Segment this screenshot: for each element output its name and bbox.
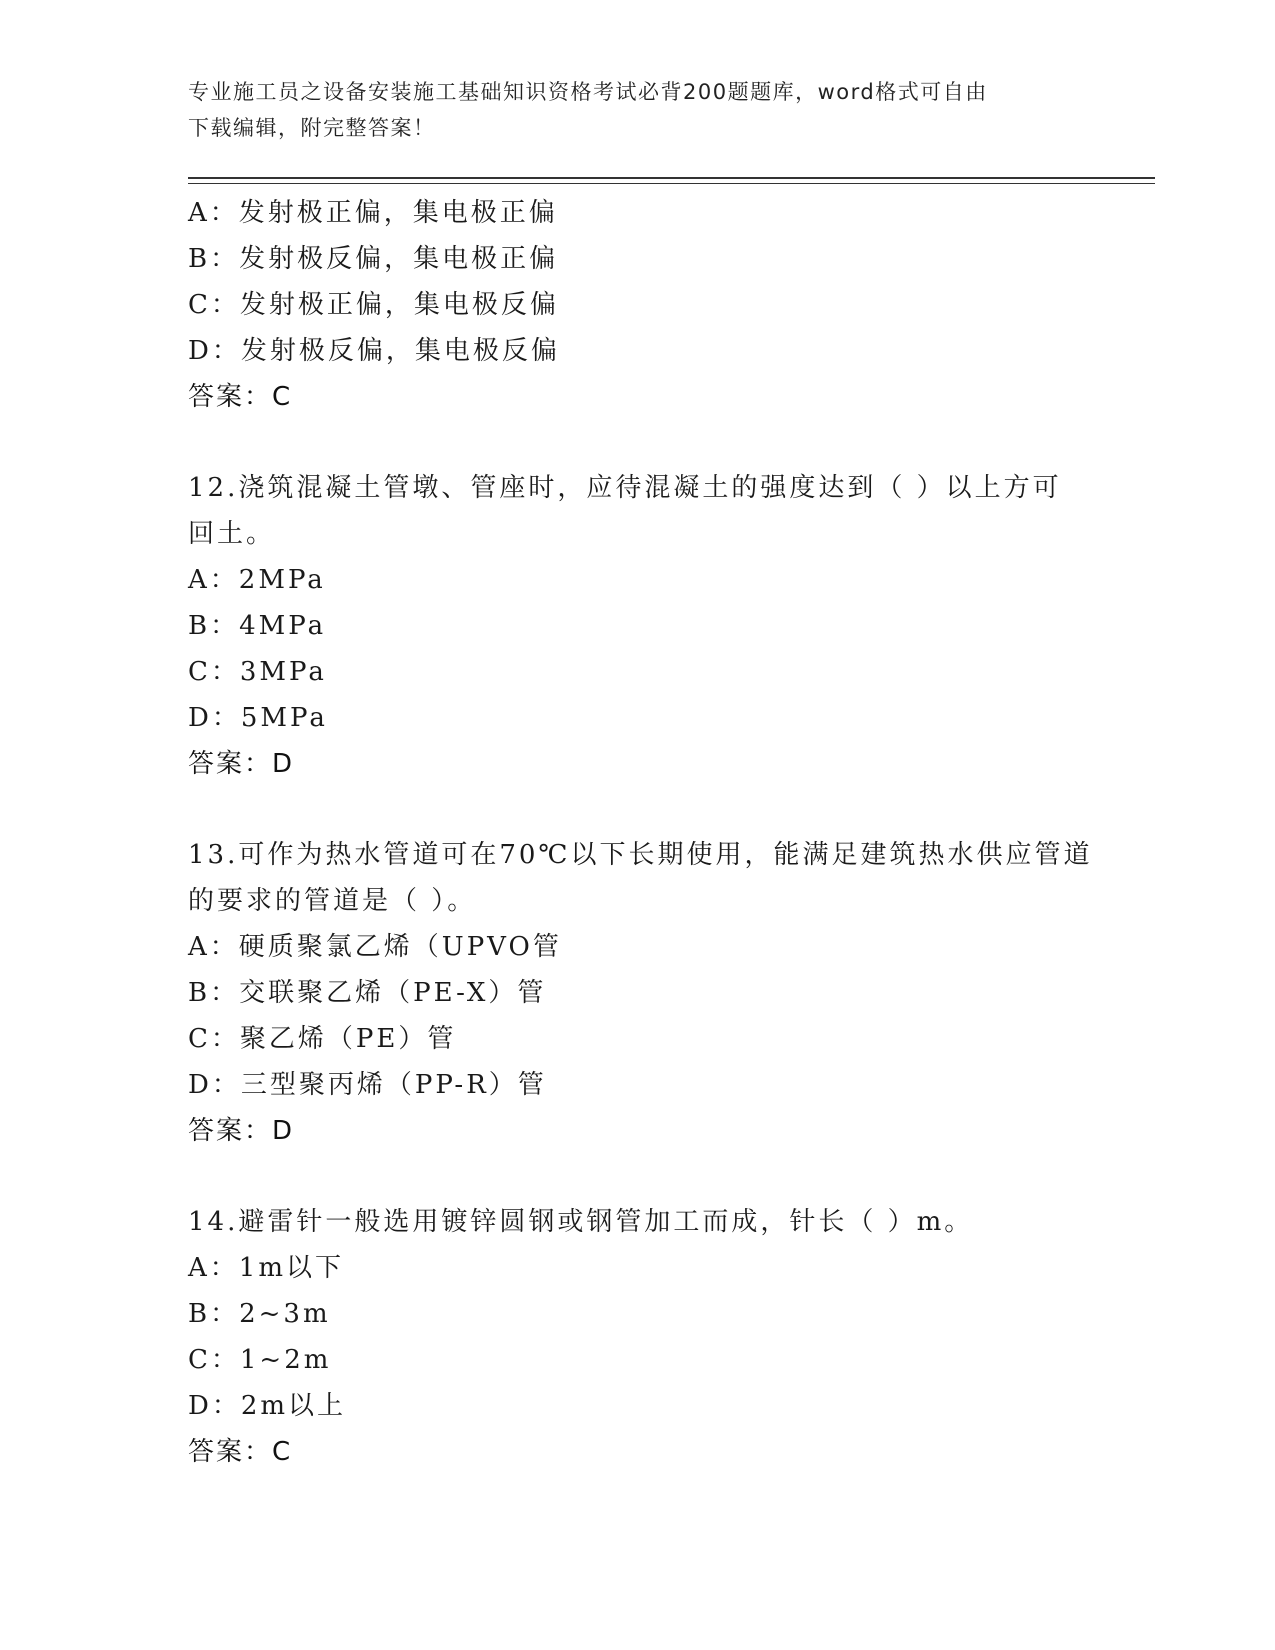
answer-line: 答案：C xyxy=(188,1437,293,1467)
question-14 xyxy=(188,1199,1088,1475)
option-a: A：硬质聚氯乙烯（UPVO管 xyxy=(188,932,562,962)
option-c: C：发射极正偏，集电极反偏 xyxy=(188,290,559,320)
option-b: B：交联聚乙烯（PE-X）管 xyxy=(188,978,547,1008)
question-12 xyxy=(188,465,1088,787)
option-c: C：1~2m xyxy=(188,1345,332,1375)
question-stem-continued: 回土。 xyxy=(188,519,276,549)
option-d: D：2m以上 xyxy=(188,1391,347,1421)
option-a: A：2MPa xyxy=(188,565,326,595)
header-line-1: 专业施工员之设备安装施工基础知识资格考试必背200题题库，word格式可自由 xyxy=(188,80,988,104)
question-11-continued xyxy=(188,190,1088,420)
option-c: C：3MPa xyxy=(188,657,327,687)
question-stem: 12.浇筑混凝土管墩、管座时，应待混凝土的强度达到（ ）以上方可 xyxy=(188,473,1062,503)
question-13 xyxy=(188,832,1093,1154)
option-d: D：5MPa xyxy=(188,703,328,733)
option-d: D：三型聚丙烯（PP-R）管 xyxy=(188,1070,547,1100)
option-b: B：4MPa xyxy=(188,611,327,641)
document-header xyxy=(188,74,1088,146)
question-stem: 13.可作为热水管道可在70℃以下长期使用，能满足建筑热水供应管道 xyxy=(188,840,1093,870)
answer-line: 答案：D xyxy=(188,749,295,779)
option-c: C：聚乙烯（PE）管 xyxy=(188,1024,457,1054)
option-b: B：2~3m xyxy=(188,1299,331,1329)
question-list xyxy=(188,190,1093,1475)
answer-line: 答案：C xyxy=(188,382,293,412)
option-a: A：1m以下 xyxy=(188,1253,344,1283)
answer-line: 答案：D xyxy=(188,1116,295,1146)
option-b: B：发射极反偏，集电极正偏 xyxy=(188,244,559,274)
header-line-2: 下载编辑，附完整答案！ xyxy=(188,116,436,140)
question-stem-continued: 的要求的管道是（ ）。 xyxy=(188,886,477,916)
question-stem: 14.避雷针一般选用镀锌圆钢或钢管加工而成，针长（ ）m。 xyxy=(188,1207,974,1237)
option-a: A：发射极正偏，集电极正偏 xyxy=(188,198,558,228)
option-d: D：发射极反偏，集电极反偏 xyxy=(188,336,560,366)
header-divider xyxy=(188,177,1155,179)
header-divider-thin xyxy=(188,183,1155,184)
